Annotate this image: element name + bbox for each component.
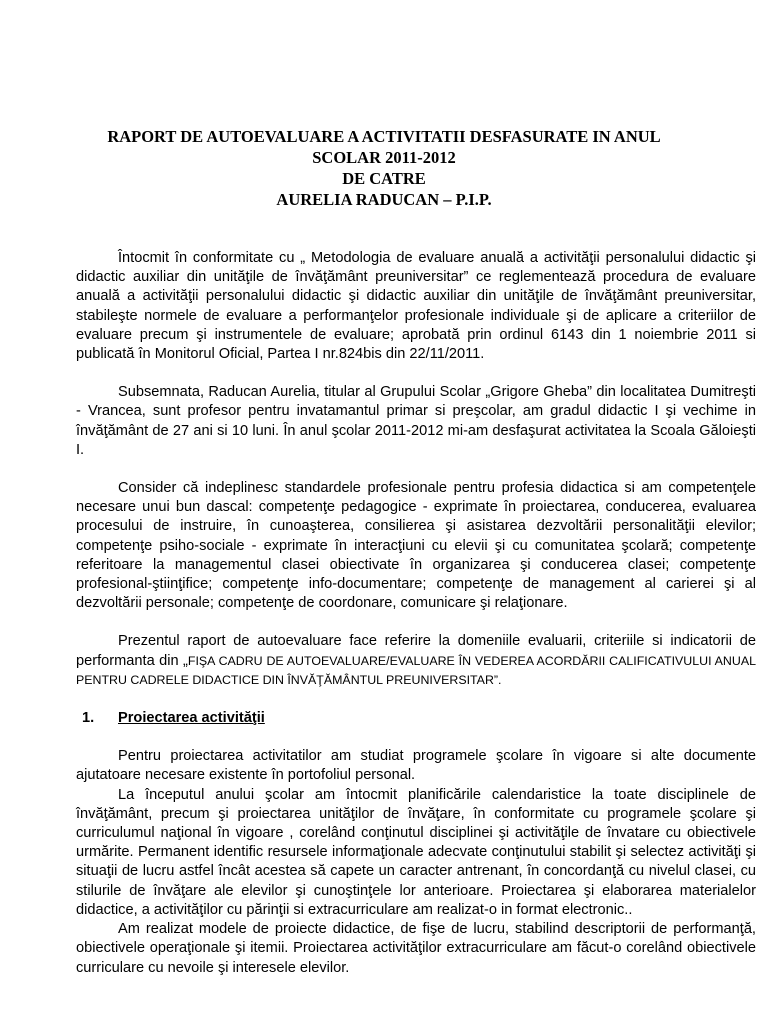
fisa-cadru-reference: FIŞA CADRU DE AUTOEVALUARE/EVALUARE ÎN VEDEREA ACORDĂRII CALIFICATIVULUI ANUAL PENTRU CADRELE DIDACTICE DIN ÎNVĂŢĂMÂNTUL PREUNIVERSITAR”.	[76, 653, 756, 687]
section-title: Proiectarea activităţii	[118, 710, 265, 727]
paragraph-author: Subsemnata, Raducan Aurelia, titular al Grupului Scolar „Grigore Gheba” din localitatea Dumitreşti - Vrancea, sunt profesor pentru invatamantul primar si preşcolar, am gradul didactic I şi vechime in învăţământ de 27 ani si 10 luni. În anul şcolar 2011-2012 mi-am desfaşurat activitatea la Scoala Găloieşti I.	[76, 384, 756, 458]
title-line-2: SCOLAR 2011-2012	[312, 148, 456, 167]
paragraph-proiectare-2: La începutul anului şcolar am întocmit planificările calendaristice la toate disciplinele de învăţământ, precum şi proiectarea unităţilor de învăţare, în conformitate cu programele şcolare şi curriculumul naţional în vigoare , corelând conţinutul disciplinei şi activităţile de învatare cu obiectivele urmărite. Permanent identific resursele informaţionale adecvate conţinutului stabilit şi selectez activităţi şi situaţii de lucru astfel încât acestea să capete un caracter antrenant, în concordanţă cu nivelul clasei, cu stilurile de învăţare ale elevilor şi cunoştinţele lor anterioare. Proiectarea şi elaborarea materialelor didactice, a activităţilor cu părinţii si extracurriculare am realizat-o in format electronic..	[76, 786, 756, 918]
title-line-1: RAPORT DE AUTOEVALUARE A ACTIVITATII DESFASURATE IN ANUL	[107, 127, 661, 146]
title-line-4: AURELIA RADUCAN – P.I.P.	[276, 190, 492, 209]
paragraph-report-scope	[76, 632, 756, 690]
paragraph-proiectare-1: Pentru proiectarea activitatilor am studiat programele şcolare în vigoare si alte documente ajutatoare necesare existente în portofoliul personal.	[76, 748, 756, 784]
document-body	[76, 249, 756, 978]
section-number: 1.	[82, 710, 95, 727]
paragraph-methodology: Întocmit în conformitate cu „ Metodologia de evaluare anuală a activităţii personalului didactic şi didactic auxiliar din unităţile de învăţământ preuniversitar” ce reglementează procedura de evaluare anuală a activităţii personalului didactic şi didactic auxiliar din unităţile de învăţământ preuniversitar, stabileşte normele de evaluare a performanţelor profesionale individuale şi de aplicare a criteriilor de evaluare precum şi instrumentele de evaluare; aprobată prin ordinul 6143 din 1 noiembrie 2011 si publicată în Monitorul Oficial, Partea I nr.824bis din 22/11/2011.	[76, 250, 756, 363]
paragraph-competencies: Consider că indeplinesc standardele profesionale pentru profesia didactica si am competenţele necesare unui bun dascal: competenţe pedagogice - exprimate în proiectarea, conducerea, evaluarea procesului de instruire, în cunoaşterea, consilierea şi asistarea dezvoltării personalităţii elevilor; competenţe psiho-sociale - exprimate în interacţiuni cu elevii şi cu comunitatea şcolară; competenţe referitoare la managementul clasei obiectivate în organizarea şi conducerea clasei; competenţe profesional-ştiinţifice; competenţe info-documentare; competenţe de management al carierei şi al dezvoltării personale; competenţe de coordonare, comunicare şi relaţionare.	[76, 480, 756, 612]
section-heading-proiectarea	[76, 709, 756, 728]
report-scope-text: Prezentul raport de autoevaluare face referire la domeniile evaluarii, criteriile si indicatorii de performanta din „	[76, 633, 756, 669]
paragraph-proiectare-3: Am realizat modele de proiecte didactice, de fişe de lucru, stabilind descriptorii de performanţă, obiectivele operaţionale şi itemii. Proiectarea activităţilor extracurriculare am făcut-o corelând obiectivele curriculare cu nevoile şi interesele elevilor.	[76, 921, 756, 976]
report-title	[60, 126, 708, 210]
title-line-3: DE CATRE	[342, 169, 426, 188]
